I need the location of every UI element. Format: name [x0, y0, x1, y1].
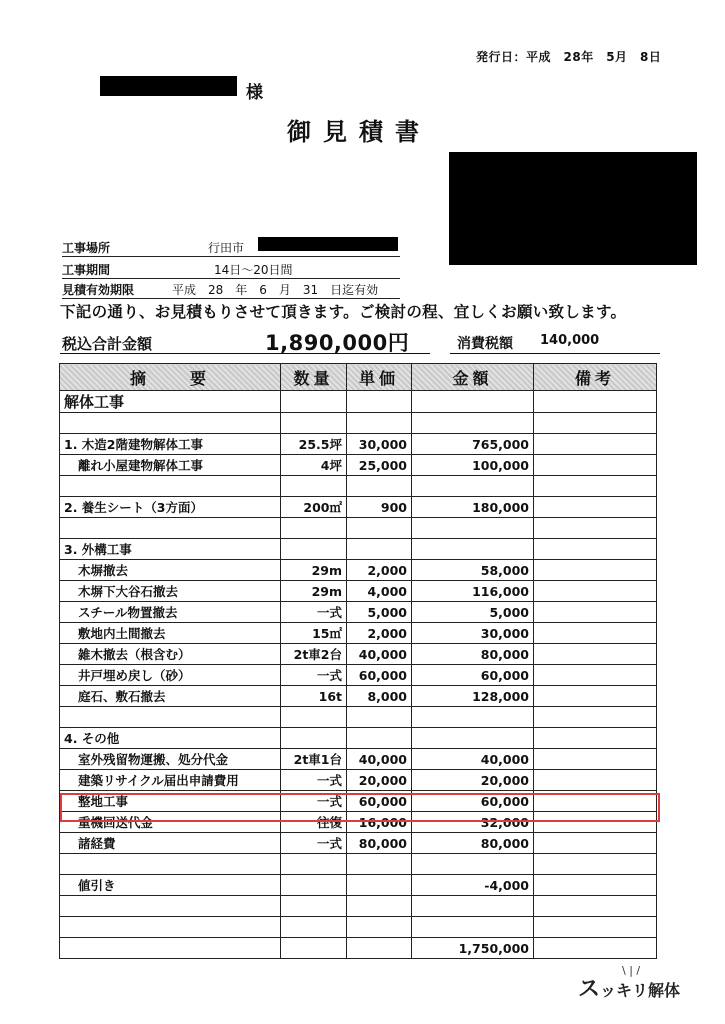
cell-quantity: [281, 875, 347, 896]
cell-quantity: 16t: [281, 686, 347, 707]
cell-quantity: [281, 539, 347, 560]
cell-unit-price: [347, 518, 412, 539]
table-row: [60, 455, 657, 476]
logo: [578, 972, 680, 1003]
cell-remarks: [534, 938, 657, 959]
tax-label: 消費税額: [457, 336, 513, 352]
cell-quantity: 25.5坪: [281, 434, 347, 455]
cell-quantity: 29m: [281, 581, 347, 602]
cell-quantity: [281, 476, 347, 497]
cell-description: [60, 938, 281, 959]
header-quantity: 数量: [281, 364, 347, 391]
cell-unit-price: [347, 896, 412, 917]
cell-quantity: 4坪: [281, 455, 347, 476]
redacted-site: [258, 237, 398, 251]
cell-quantity: [281, 854, 347, 875]
cell-description: 庭石、敷石撤去: [60, 686, 281, 707]
estimate-table: [59, 363, 657, 959]
cell-unit-price: 16,000: [347, 812, 412, 833]
period-label: 工事期間: [62, 263, 111, 277]
cell-unit-price: [347, 539, 412, 560]
cell-quantity: 一式: [281, 665, 347, 686]
cell-remarks: [534, 434, 657, 455]
table-row: [60, 560, 657, 581]
cell-unit-price: [347, 728, 412, 749]
cell-amount: [412, 707, 534, 728]
info-validity: [62, 276, 400, 299]
cell-remarks: [534, 644, 657, 665]
cell-amount: 5,000: [412, 602, 534, 623]
cell-unit-price: 25,000: [347, 455, 412, 476]
cell-unit-price: 30,000: [347, 434, 412, 455]
cell-unit-price: 40,000: [347, 644, 412, 665]
validity-label: 見積有効期限: [62, 283, 135, 297]
cell-description: [60, 476, 281, 497]
cell-quantity: [281, 518, 347, 539]
table-row: [60, 623, 657, 644]
cell-remarks: [534, 476, 657, 497]
addressee-suffix: 様: [246, 83, 263, 103]
tax-underline: [450, 353, 660, 354]
cell-unit-price: [347, 938, 412, 959]
intro-text: 下記の通り、お見積もりさせて頂きます。ご検討の程、宜しくお願い致します。: [60, 303, 627, 321]
cell-quantity: 29m: [281, 560, 347, 581]
redacted-company-block: [449, 152, 697, 265]
cell-quantity: 一式: [281, 833, 347, 854]
cell-amount: 32,000: [412, 812, 534, 833]
cell-remarks: [534, 707, 657, 728]
cell-remarks: [534, 497, 657, 518]
cell-remarks: [534, 602, 657, 623]
cell-amount: [412, 854, 534, 875]
cell-remarks: [534, 455, 657, 476]
table-row: [60, 896, 657, 917]
cell-description: 値引き: [60, 875, 281, 896]
table-row: [60, 665, 657, 686]
cell-unit-price: [347, 707, 412, 728]
table-body: [60, 391, 657, 959]
cell-unit-price: 2,000: [347, 560, 412, 581]
cell-unit-price: 8,000: [347, 686, 412, 707]
table-row: [60, 917, 657, 938]
cell-remarks: [534, 749, 657, 770]
cell-description: 諸経費: [60, 833, 281, 854]
logo-rays-icon: \ | /: [622, 964, 641, 977]
issue-date: 発行日：平成 28年 5月 8日: [476, 50, 662, 64]
cell-amount: 58,000: [412, 560, 534, 581]
cell-description: 井戸埋め戻し（砂）: [60, 665, 281, 686]
redacted-addressee: [100, 76, 237, 96]
highlight-box: [60, 793, 660, 822]
cell-quantity: 一式: [281, 791, 347, 812]
cell-unit-price: [347, 413, 412, 434]
cell-remarks: [534, 728, 657, 749]
header-remarks: 備考: [534, 364, 657, 391]
cell-unit-price: 60,000: [347, 791, 412, 812]
cell-unit-price: 40,000: [347, 749, 412, 770]
cell-quantity: 200㎡: [281, 497, 347, 518]
cell-description: [60, 917, 281, 938]
cell-amount: 180,000: [412, 497, 534, 518]
cell-amount: [412, 476, 534, 497]
cell-amount: -4,000: [412, 875, 534, 896]
document-title: 御見積書: [287, 118, 431, 146]
cell-amount: 40,000: [412, 749, 534, 770]
cell-amount: 30,000: [412, 623, 534, 644]
table-row: [60, 833, 657, 854]
table-row: [60, 391, 657, 413]
cell-description: 建築リサイクル届出申請費用: [60, 770, 281, 791]
cell-remarks: [534, 518, 657, 539]
cell-amount: 60,000: [412, 665, 534, 686]
table-row: [60, 413, 657, 434]
cell-description: 解体工事: [60, 391, 281, 413]
cell-amount: 20,000: [412, 770, 534, 791]
cell-remarks: [534, 539, 657, 560]
table-row: [60, 875, 657, 896]
cell-unit-price: 20,000: [347, 770, 412, 791]
table-row: [60, 854, 657, 875]
cell-amount: 1,750,000: [412, 938, 534, 959]
cell-unit-price: [347, 875, 412, 896]
table-row: [60, 749, 657, 770]
cell-quantity: [281, 728, 347, 749]
header-amount: 金額: [412, 364, 534, 391]
total-label: 税込合計金額: [62, 335, 153, 353]
table-header-row: [60, 364, 657, 391]
cell-amount: 100,000: [412, 455, 534, 476]
cell-quantity: 一式: [281, 602, 347, 623]
cell-description: 重機回送代金: [60, 812, 281, 833]
cell-description: 1. 木造2階建物解体工事: [60, 434, 281, 455]
total-amount: 1,890,000円: [265, 331, 410, 355]
table-row: [60, 770, 657, 791]
cell-description: [60, 854, 281, 875]
cell-amount: 765,000: [412, 434, 534, 455]
logo-text: ッキリ解体: [600, 981, 681, 1000]
info-site: [62, 234, 400, 257]
cell-remarks: [534, 686, 657, 707]
cell-quantity: [281, 707, 347, 728]
cell-remarks: [534, 560, 657, 581]
cell-remarks: [534, 833, 657, 854]
cell-quantity: 往復: [281, 812, 347, 833]
cell-description: 木塀下大谷石撤去: [60, 581, 281, 602]
table-row: [60, 518, 657, 539]
cell-quantity: [281, 938, 347, 959]
period-value: 14日～20日間: [214, 263, 293, 277]
cell-description: [60, 707, 281, 728]
table-row: [60, 539, 657, 560]
table-row: [60, 581, 657, 602]
cell-amount: [412, 539, 534, 560]
cell-quantity: 15㎡: [281, 623, 347, 644]
cell-amount: 116,000: [412, 581, 534, 602]
validity-value: 平成 28 年 6 月 31 日迄有効: [172, 283, 379, 297]
logo-big: ス: [578, 977, 601, 1002]
cell-amount: 80,000: [412, 644, 534, 665]
cell-description: 雑木撤去（根含む）: [60, 644, 281, 665]
cell-unit-price: [347, 476, 412, 497]
cell-quantity: [281, 413, 347, 434]
cell-remarks: [534, 623, 657, 644]
site-value: 行田市: [208, 241, 245, 255]
cell-amount: 128,000: [412, 686, 534, 707]
cell-amount: 80,000: [412, 833, 534, 854]
cell-description: 木塀撤去: [60, 560, 281, 581]
cell-description: 4. その他: [60, 728, 281, 749]
table-row: [60, 938, 657, 959]
header-unit-price: 単価: [347, 364, 412, 391]
cell-remarks: [534, 391, 657, 413]
cell-amount: [412, 518, 534, 539]
cell-quantity: 2t車1台: [281, 749, 347, 770]
cell-description: スチール物置撤去: [60, 602, 281, 623]
cell-remarks: [534, 854, 657, 875]
cell-amount: [412, 896, 534, 917]
cell-remarks: [534, 770, 657, 791]
cell-description: 整地工事: [60, 791, 281, 812]
cell-description: 離れ小屋建物解体工事: [60, 455, 281, 476]
cell-quantity: 一式: [281, 770, 347, 791]
cell-remarks: [534, 665, 657, 686]
cell-unit-price: 80,000: [347, 833, 412, 854]
cell-unit-price: 4,000: [347, 581, 412, 602]
table-row: [60, 728, 657, 749]
cell-unit-price: [347, 917, 412, 938]
site-label: 工事場所: [62, 241, 111, 255]
cell-quantity: 2t車2台: [281, 644, 347, 665]
cell-amount: [412, 391, 534, 413]
table-row: [60, 602, 657, 623]
cell-quantity: [281, 391, 347, 413]
cell-description: [60, 518, 281, 539]
cell-amount: [412, 728, 534, 749]
header-description: 摘 要: [60, 364, 281, 391]
table-row: [60, 497, 657, 518]
cell-amount: 60,000: [412, 791, 534, 812]
table-row: [60, 707, 657, 728]
cell-unit-price: [347, 391, 412, 413]
cell-unit-price: [347, 854, 412, 875]
cell-remarks: [534, 875, 657, 896]
cell-description: 3. 外構工事: [60, 539, 281, 560]
cell-unit-price: 2,000: [347, 623, 412, 644]
cell-unit-price: 60,000: [347, 665, 412, 686]
table-row: [60, 434, 657, 455]
total-underline: [60, 353, 430, 354]
cell-description: [60, 413, 281, 434]
cell-remarks: [534, 413, 657, 434]
cell-unit-price: 900: [347, 497, 412, 518]
cell-amount: [412, 413, 534, 434]
cell-remarks: [534, 917, 657, 938]
cell-description: 室外残留物運搬、処分代金: [60, 749, 281, 770]
cell-remarks: [534, 896, 657, 917]
cell-description: 2. 養生シート（3方面）: [60, 497, 281, 518]
cell-amount: [412, 917, 534, 938]
table-row: [60, 476, 657, 497]
table-row: [60, 644, 657, 665]
cell-description: 敷地内土間撤去: [60, 623, 281, 644]
tax-amount: 140,000: [540, 333, 600, 348]
cell-remarks: [534, 581, 657, 602]
cell-unit-price: 5,000: [347, 602, 412, 623]
table-row: [60, 686, 657, 707]
cell-quantity: [281, 896, 347, 917]
cell-quantity: [281, 917, 347, 938]
cell-description: [60, 896, 281, 917]
